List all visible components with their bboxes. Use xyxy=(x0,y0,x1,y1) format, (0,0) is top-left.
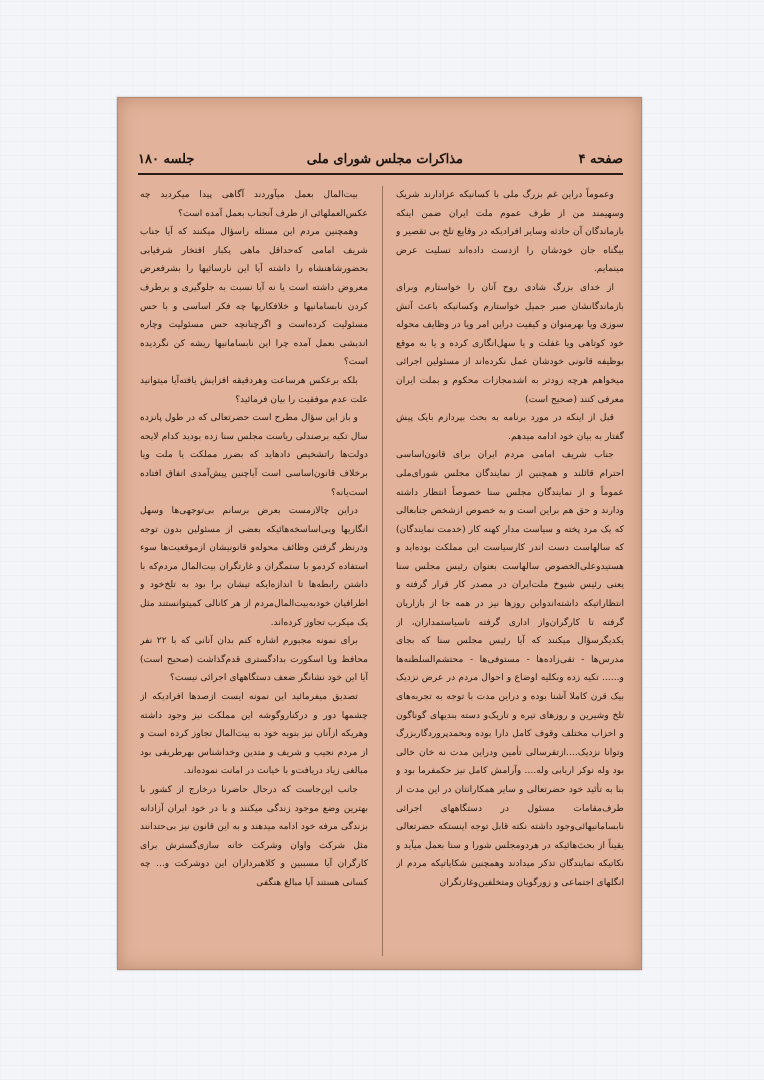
page-number-label: صفحه ۴ xyxy=(578,152,623,167)
left-text-column xyxy=(140,186,368,956)
paragraph: و باز این سؤال مطرح است حضرتعالی که در طول پانزده سال تکیه برصندلی ریاست مجلس سنا زده بودید کدام لایحه دولت‌ها راتشخیص دادهاید که بضرر مملکت یا ملت ویا برخلاف قانون‌اساسی است آیاچنین پیش‌آمدی اتفاق افتاده است‌یانه؟ xyxy=(140,412,368,498)
paragraph: بیت‌المال بعمل میآوردند آگاهی پیدا میکردید چه عکس‌العملهائی از طرف آنجناب بعمل آمده است؟ xyxy=(140,189,368,219)
paragraph: قبل از اینکه در مورد برنامه به بحث بپردازم بایک پیش گفتار به بیان خود ادامه میدهم. xyxy=(396,412,624,442)
paragraph: از خدای بزرگ شادی روح آنان را خواستارم وبرای بازماندگانشان صبر جمیل خواستارم وکسانیکه باعث آتش سوزی ویا بهرمنوان و کیفیت دراین امر ویا در وظایف محوله خود کوتاهی ویا غفلت و یا سهل‌انگاری کرده و یا به موقع بوظیفه قانونی خودشان عمل نکرده‌اند از مسئولین اجرائی میخواهم هرچه زودتر به اشدمجازات محکوم و بملت ایران معرفی کنند (صحیح است) xyxy=(396,281,624,405)
paragraph: جناب شریف امامی مردم ایران برای قانون‌اساسی احترام قائلند و همچنین از نمایندگان مجلس شورای‌ملی عموماً و از نمایندگان مجلس سنا خصوصاً انتظار داشته ودارند و حق هم براین است و به خصوص ازشخص جنابعالی که یک مرد پخته و سیاست مدار کهنه کار (خدمت نمایندگان) که سالهاست دست اندر کارسیاست این مملکت بوده‌اید و هستیدوعلی‌الخصوص سالهاست بعنوان رئیس مجلس سنا یعنی رئیس شیوخ ملت‌ایران در مصدر کار قرار گرفته و انتظاراتیکه داشته‌اندواین روزها نیز در همه جا از بازاریان گرفته تا کارگران‌واز اداری گرفته تاسیاستمداران، از یکدیگرسؤال میکنند که آیا رئیس مجلس سنا که بجای مدرس‌ها - تقی‌زاده‌ها - مستوفی‌ها - محتشم‌السلطنه‌ها و...... تکیه زده وبکلیه اوضاع و احوال مردم در عرض نزدیک بیک قرن کاملا آشنا بوده و دراین مدت با توجه به تجربه‌های تلخ وشیرین و روزهای تیره و تاریک‌و دسته بندیهای گوناگون و احزاب مختلف وقوف کامل دارا بوده وبحمدپروردگاربزرگ وتوانا نزدیک....ازتقرسالی تأمین ودراین مدت نه خان خالی بود وله نوکر اربابی وله.... وآرامش کامل نیز حکمفرما بود و بنا به تأئید خود حضرتعالی و سایر همکارانتان در این مدت از طرف‌مقامات مسئول در دستگاههای اجرائی نابسامانیهائی‌وجود داشته نکته قابل توجه اینستکه حضرتعالی یقیناً از بحث‌هائیکه در هردومجلس شورا و سنا بعمل میآید و نکاتیکه نمایندگان تذکر میدادند وهمچنین شکایاتیکه مردم از انگلهای اجتماعی و زورگویان ومتخلفین‌وغارتگران xyxy=(396,449,624,888)
paragraph: بلکه برعکس هرساعت وهردقیقه افزایش یافته‌آیا میتوانید علت عدم موفقیت را بیان فرمائید؟ xyxy=(140,374,368,405)
paragraph: دراین چالازمست بعرض برسانم بی‌توجهی‌ها وسهل انگاریها وبی‌اساسخه‌هائیکه بعضی از مسئولین بدون توجه ودرنظر گرفتن وظائف محوله‌و قانونیشان ازموقعیت‌ها سوء استفاده کردمو با ستمگران و غارتگران بیت‌المال مردم‌که با داشتن رابطه‌ها تا اندازه‌ایکه تیشان برا بود به تلخ‌خود و اطرافیان خودبه‌بیت‌المال‌مردم از هر کانالی کمیتوانستند مثل یک میکرب تجاوز کرده‌اند. xyxy=(140,505,368,628)
column-divider xyxy=(382,186,383,956)
paragraph: تصدیق میفرمائید این نمونه ایست ازصدها افرادیکه از چشمها دور و درکناروگوشه این مملکت نیز وجود داشته وهریکه ازآنان نیز بنوبه خود به بیت‌المال تجاوز کرده است و از مردم نجیب و شریف و متدین وخداشناس بهرطریقی بود مبالغی زیاد دریافت‌و با خیانت در امانت نموده‌اند. xyxy=(140,691,368,777)
publication-title: مذاکرات مجلس شورای ملی xyxy=(306,152,463,167)
paragraph: جانب این‌جاست که درحال حاضرنا درخارج از کشور با بهترین وضع موجود زندگی میکنند و با در خود ایران آزادانه بزندگی مرفه خود ادامه میدهند و به این قانون نیز بی‌حتدانند مثل شرکت واوان وشرکت خانه سازی‌گسترش برای کارگران آیا مسببین و کلاهبرداران این دوشرکت و... چه کسانی هستند آیا مبالغ هنگفی xyxy=(140,784,368,888)
session-number-label: جلسه ۱۸۰ xyxy=(138,152,195,167)
paragraph: وعموماً دراین غم بزرگ ملی با کسانیکه عزادارند شریک وسهیمند من از طرف عموم ملت ایران ضمن اینکه بازماندگان آن حادثه وسایر افرادیکه در وقایع تلخ بی تقصیر و بیگناه جان خودشان را ازدست داده‌اند تسلیت عرض مینمایم. xyxy=(396,189,624,275)
paragraph: برای نمونه مجبورم اشاره کنم بدان آنانی که با ۲۲ نفر محافظ ویا اسکورت بدادگستری قدم‌گذاشت (صحیح است) آیا این خود نشانگر ضعف دستگاههای اجرائی نیست؟ xyxy=(140,635,368,684)
header-rule xyxy=(138,173,623,175)
paragraph: وهمچنین مردم این مسئله راسؤال میکنند که آیا جناب شریف امامی که‌حداقل ماهی یکبار افتخار شرفیابی بحضورشاهنشاه را داشته آیا این نارسائیها را بشرفعرض معروض داشته است یا نه آیا نسبت به جلوگیری و برطرف کردن نابسامانیها و خلافکاریها چه فکر اساسی و با حس مسئولیت کرده‌است و اگرچنانچه حس مسئولیت وچاره اندیشی بعمل آمده چرا این نابسامانیها ریشه کن نگردیده است؟ xyxy=(140,226,368,368)
document-page xyxy=(117,97,642,970)
right-text-column xyxy=(396,186,624,956)
page-header xyxy=(138,150,623,172)
